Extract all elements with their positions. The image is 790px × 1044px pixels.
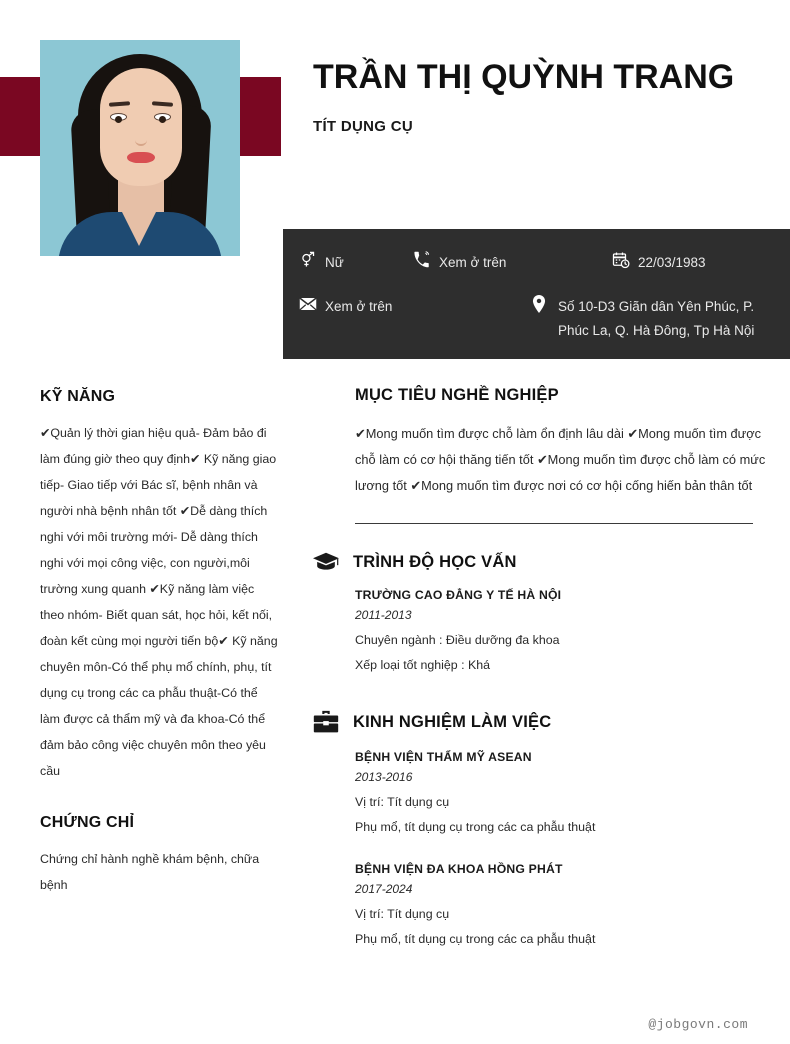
experience-entry [355,750,783,840]
contact-dob-value: 22/03/1983 [638,255,706,270]
experience-company: BỆNH VIỆN THẨM MỸ ASEAN [355,750,532,764]
education-heading-row [313,552,783,572]
contact-dob [612,251,706,275]
experience-duties: Phụ mổ, tít dụng cụ trong các ca phẫu thuật [355,932,596,946]
photo-pupil-right [159,116,166,123]
contact-info-panel [283,229,790,359]
briefcase-icon [313,710,341,734]
education-date: 2011-2013 [355,608,412,622]
experience-entry [355,862,783,952]
certificates-heading: CHỨNG CHỈ [40,814,135,831]
certificates-section [40,814,278,898]
education-school: TRƯỜNG CAO ĐẲNG Y TẾ HÀ NỘI [355,588,562,602]
contact-phone-value: Xem ở trên [439,255,507,270]
header-text-block [313,56,783,135]
experience-position: Vị trí: Tít dụng cụ [355,907,450,921]
contact-address [532,295,778,343]
profile-photo [40,40,240,256]
experience-company: BỆNH VIỆN ĐA KHOA HỒNG PHÁT [355,862,563,876]
education-grade: Xếp loại tốt nghiệp : Khá [355,658,491,672]
skills-section [40,388,278,784]
contact-gender [299,251,344,275]
right-column [313,386,783,952]
skills-heading: KỸ NĂNG [40,388,116,405]
section-divider [355,523,753,524]
phone-icon [413,251,439,268]
location-pin-icon [532,295,558,313]
skills-body: ✔Quản lý thời gian hiệu quả- Đảm bảo đi làm đúng giờ theo quy định✔ Kỹ năng giao tiếp- Giao tiếp với Bác sĩ, bệnh nhân và người nhà bệnh nhân tốt ✔Dễ dàng thích nghi với môi trường mới- Dễ dàng thích nghi với mọi công việc, con người,môi trường xung quanh ✔Kỹ năng làm việc theo nhóm- Biết quan sát, học hỏi, kết nối, đoàn kết cùng mọi người tiến bộ✔ Kỹ năng chuyên môn-Có thể phụ mổ chính, phụ, tít dụng cụ trong các ca phẫu thuật-Có thể làm được cả thẩm mỹ và đa khoa-Có thể đảm bảo công việc chuyên môn theo yêu cầu [40,426,278,778]
contact-email-value: Xem ở trên [325,299,393,314]
envelope-icon [299,295,325,313]
experience-heading-row [313,710,783,734]
experience-date: 2013-2016 [355,770,413,784]
gender-icon [299,251,325,268]
objective-body: ✔Mong muốn tìm được chỗ làm ổn định lâu dài ✔Mong muốn tìm được chỗ làm có cơ hội thăng tiến tốt ✔Mong muốn tìm được chỗ làm có mức lương tốt ✔Mong muốn tìm được nơi có cơ hội cống hiến bản thân tốt [355,426,766,493]
education-entry [355,588,783,678]
objective-heading: MỤC TIÊU NGHỀ NGHIỆP [355,386,559,404]
experience-date: 2017-2024 [355,882,413,896]
education-major: Chuyên ngành : Điều dưỡng đa khoa [355,633,560,647]
certificates-body: Chứng chỉ hành nghề khám bệnh, chữa bệnh [40,852,260,892]
contact-email[interactable] [299,295,392,319]
calendar-clock-icon [612,251,638,269]
photo-pupil-left [115,116,122,123]
contact-phone[interactable] [413,251,506,275]
job-title: TÍT DỤNG CỤ [313,118,413,135]
photo-nose [135,126,147,146]
education-heading: TRÌNH ĐỘ HỌC VẤN [353,552,517,571]
graduation-cap-icon [313,552,341,572]
contact-gender-value: Nữ [325,255,344,270]
footer-watermark: @jobgovn.com [648,1017,748,1032]
left-column [40,388,278,898]
education-section [313,552,783,678]
experience-position: Vị trí: Tít dụng cụ [355,795,450,809]
experience-section [313,710,783,952]
contact-address-value: Số 10-D3 Giãn dân Yên Phúc, P. Phúc La, Q. Hà Đông, Tp Hà Nội [558,299,755,338]
experience-heading: KINH NGHIỆM LÀM VIỆC [353,712,552,731]
photo-mouth [127,152,155,163]
experience-duties: Phụ mổ, tít dụng cụ trong các ca phẫu thuật [355,820,596,834]
objective-section [313,386,783,524]
page-title: TRẦN THỊ QUỲNH TRANG [313,58,735,96]
